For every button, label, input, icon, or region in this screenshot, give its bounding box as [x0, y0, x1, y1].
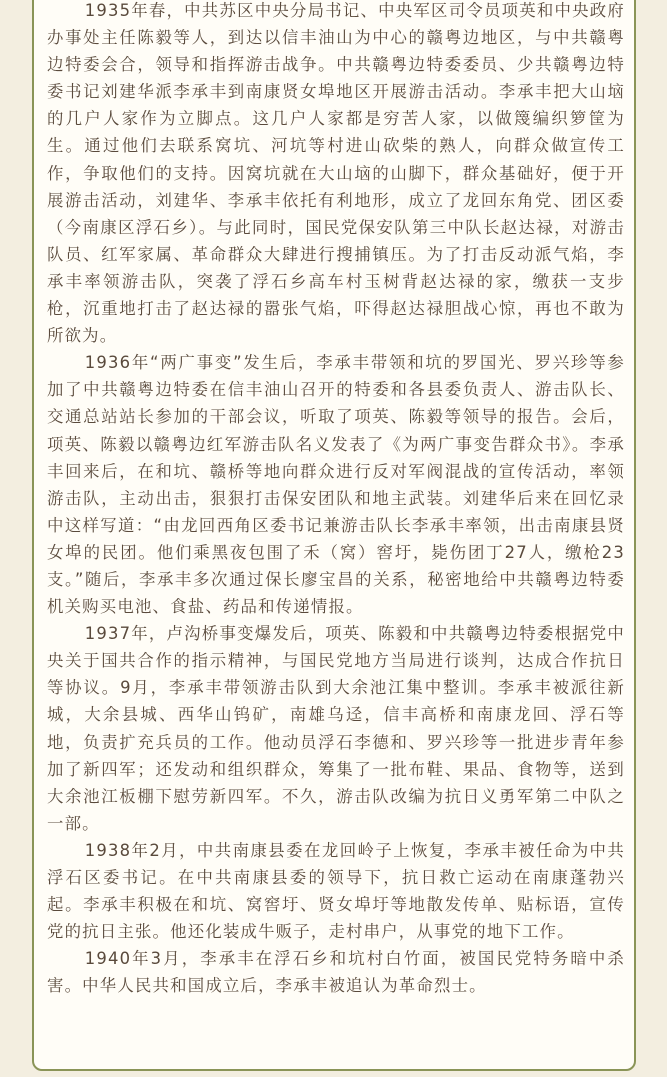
paragraph-1935: 1935年春，中共苏区中央分局书记、中央军区司令员项英和中央政府办事处主任陈毅等人，到达以信丰油山为中心的赣粤边地区，与中共赣粤边特委会合，领导和指挥游击战争。中共赣粤边特委委员、少共赣粤边特委书记刘建华派李承丰到南康贤女埠地区开展游击活动。李承丰把大山垴的几户人家作为立脚点。这几户人家都是穷苦人家，以做篾编织箩筐为生。通过他们去联系窝坑、河坑等村进山砍柴的熟人，向群众做宣传工作，争取他们的支持。因窝坑就在大山垴的山脚下，群众基础好，便于开展游击活动，刘建华、李承丰依托有利地形，成立了龙回东角党、团区委（今南康区浮石乡）。与此同时，国民党保安队第三中队长赵达禄，对游击队员、红军家属、革命群众大肆进行搜捕镇压。为了打击反动派气焰，李承丰率领游击队，突袭了浮石乡高车村玉树背赵达禄的家，缴获一支步枪，沉重地打击了赵达禄的嚣张气焰，吓得赵达禄胆战心惊，再也不敢为所欲为。 [47, 1, 625, 346]
article-body [47, 0, 625, 999]
paragraph-1936: 1936年“两广事变”发生后，李承丰带领和坑的罗国光、罗兴珍等参加了中共赣粤边特委在信丰油山召开的特委和各县委负责人、游击队长、交通总站站长参加的干部会议，听取了项英、陈毅等领导的报告。会后，项英、陈毅以赣粤边红军游击队名义发表了《为两广事变告群众书》。李承丰回来后，在和坑、赣桥等地向群众进行反对军阀混战的宣传活动，率领游击队，主动出击，狠狠打击保安团队和地主武装。刘建华后来在回忆录中这样写道：“由龙回西角区委书记兼游击队长李承丰率领，出击南康县贤女埠的民团。他们乘黑夜包围了禾（窝）窖圩，毙伤团丁27人，缴枪23支。”随后，李承丰多次通过保长廖宝昌的关系，秘密地给中共赣粤边特委机关购买电池、食盐、药品和传递情报。 [47, 353, 625, 617]
paragraph-1938: 1938年2月，中共南康县委在龙回岭子上恢复，李承丰被任命为中共浮石区委书记。在中共南康县委的领导下，抗日救亡运动在南康蓬勃兴起。李承丰积极在和坑、窝窖圩、贤女埠圩等地散发传单、贴标语，宣传党的抗日主张。他还化装成牛贩子，走村串户，从事党的地下工作。 [47, 840, 625, 942]
paragraph-1940: 1940年3月，李承丰在浮石乡和坑村白竹面，被国民党特务暗中杀害。中华人民共和国成立后，李承丰被追认为革命烈士。 [47, 949, 625, 996]
paragraph-1937: 1937年，卢沟桥事变爆发后，项英、陈毅和中共赣粤边特委根据党中央关于国共合作的指示精神，与国民党地方当局进行谈判，达成合作抗日等协议。9月，李承丰带领游击队到大余池江集中整训。李承丰被派往新城，大余县城、西华山钨矿，南雄乌迳，信丰高桥和南康龙回、浮石等地，负责扩充兵员的工作。他动员浮石李德和、罗兴珍等一批进步青年参加了新四军；还发动和组织群众，筹集了一批布鞋、果品、食物等，送到大余池江板棚下慰劳新四军。不久，游击队改编为抗日义勇军第二中队之一部。 [47, 624, 625, 833]
